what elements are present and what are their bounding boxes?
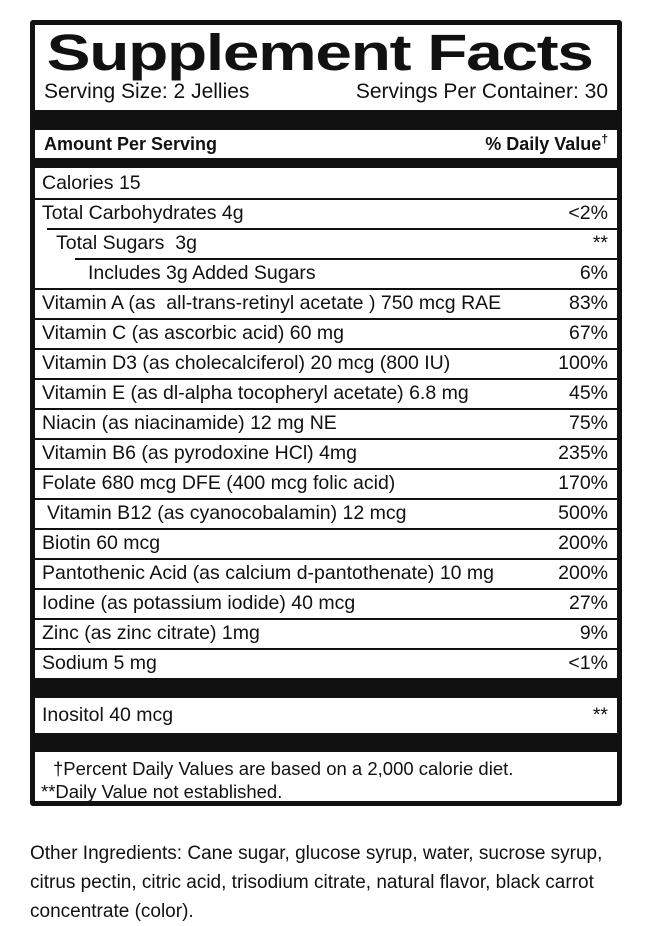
nutrient-name: Iodine (as potassium iodide) 40 mcg (42, 591, 356, 614)
nutrient-daily-value: ** (592, 231, 608, 254)
table-row (35, 288, 617, 318)
nutrient-name: Sodium 5 mg (42, 651, 157, 674)
nutrient-daily-value: 9% (579, 621, 608, 644)
nutrient-daily-value: 200% (558, 561, 608, 584)
nutrient-daily-value: 200% (558, 531, 608, 554)
column-header-row (35, 130, 617, 158)
footnote-not-established: **Daily Value not established. (41, 781, 283, 802)
table-row (35, 648, 617, 678)
table-row (35, 558, 617, 588)
table-row (35, 498, 617, 528)
nutrient-name: Biotin 60 mcg (42, 531, 161, 554)
nutrient-name: Vitamin D3 (as cholecalciferol) 20 mcg (800 IU) (42, 351, 451, 374)
divider-bar-header (35, 158, 617, 168)
nutrient-daily-value: 170% (558, 471, 608, 494)
table-row (35, 198, 617, 228)
nutrient-name: Pantothenic Acid (as calcium d-pantothenate) 10 mg (42, 561, 495, 584)
table-row (35, 618, 617, 648)
table-row (35, 408, 617, 438)
nutrient-daily-value: 6% (579, 261, 608, 284)
table-row (35, 228, 617, 258)
table-row (35, 468, 617, 498)
divider-bar-bottom (35, 733, 617, 752)
nutrient-name: Total Carbohydrates 4g (42, 201, 244, 224)
table-row (35, 588, 617, 618)
nutrient-daily-value: 45% (568, 381, 608, 404)
footnotes (35, 752, 617, 803)
nutrient-rows (35, 168, 617, 678)
nutrient-daily-value: <2% (568, 201, 608, 224)
serving-info-row (35, 78, 617, 110)
nutrient-daily-value: 100% (558, 351, 608, 374)
amount-per-serving-header: Amount Per Serving (44, 134, 218, 154)
nutrient-daily-value: 27% (568, 591, 608, 614)
daily-value-header: % Daily Value† (485, 132, 608, 154)
supplement-facts-panel (30, 20, 622, 806)
table-row (35, 258, 617, 288)
table-row (35, 378, 617, 408)
dagger-mark: † (601, 132, 608, 146)
nutrient-name: Total Sugars 3g (56, 231, 197, 254)
table-row (35, 528, 617, 558)
nutrient-name: Vitamin A (as all-trans-retinyl acetate ) 750 mcg RAE (42, 291, 502, 314)
nutrient-daily-value: 83% (568, 291, 608, 314)
table-row-inositol (35, 698, 617, 733)
servings-per-container: Servings Per Container: 30 (355, 80, 608, 103)
table-row (35, 438, 617, 468)
nutrient-name: Vitamin C (as ascorbic acid) 60 mg (42, 321, 345, 344)
divider-bar-sodium (35, 678, 617, 698)
nutrient-name: Zinc (as zinc citrate) 1mg (42, 621, 260, 644)
nutrient-name: Inositol 40 mcg (42, 704, 174, 726)
table-row (35, 318, 617, 348)
table-row (35, 168, 617, 198)
nutrient-name: Includes 3g Added Sugars (88, 261, 316, 284)
nutrient-name: Calories 15 (42, 171, 141, 194)
nutrient-name: Vitamin E (as dl-alpha tocopheryl acetate) 6.8 mg (42, 381, 469, 404)
nutrient-daily-value: 75% (568, 411, 608, 434)
serving-size: Serving Size: 2 Jellies (44, 80, 250, 103)
nutrient-name: Vitamin B6 (as pyrodoxine HCl) 4mg (42, 441, 358, 464)
other-ingredients: Other Ingredients: Cane sugar, glucose syrup, water, sucrose syrup, citrus pectin, citric acid, trisodium citrate, natural flavor, black carrot concentrate (color). (30, 843, 603, 922)
nutrient-name: Folate 680 mcg DFE (400 mcg folic acid) (42, 471, 396, 494)
nutrient-daily-value: ** (592, 704, 608, 726)
nutrient-daily-value: 67% (568, 321, 608, 344)
nutrient-daily-value: <1% (568, 651, 608, 674)
divider-bar-top (35, 110, 617, 130)
nutrient-daily-value: 500% (558, 501, 608, 524)
table-row (35, 348, 617, 378)
footnote-daily-values: †Percent Daily Values are based on a 2,000 calorie diet. (53, 758, 514, 779)
panel-title: Supplement Facts (46, 24, 593, 81)
nutrient-name: Vitamin B12 (as cyanocobalamin) 12 mcg (47, 501, 407, 524)
nutrient-name: Niacin (as niacinamide) 12 mg NE (42, 411, 337, 434)
nutrient-daily-value: 235% (558, 441, 608, 464)
